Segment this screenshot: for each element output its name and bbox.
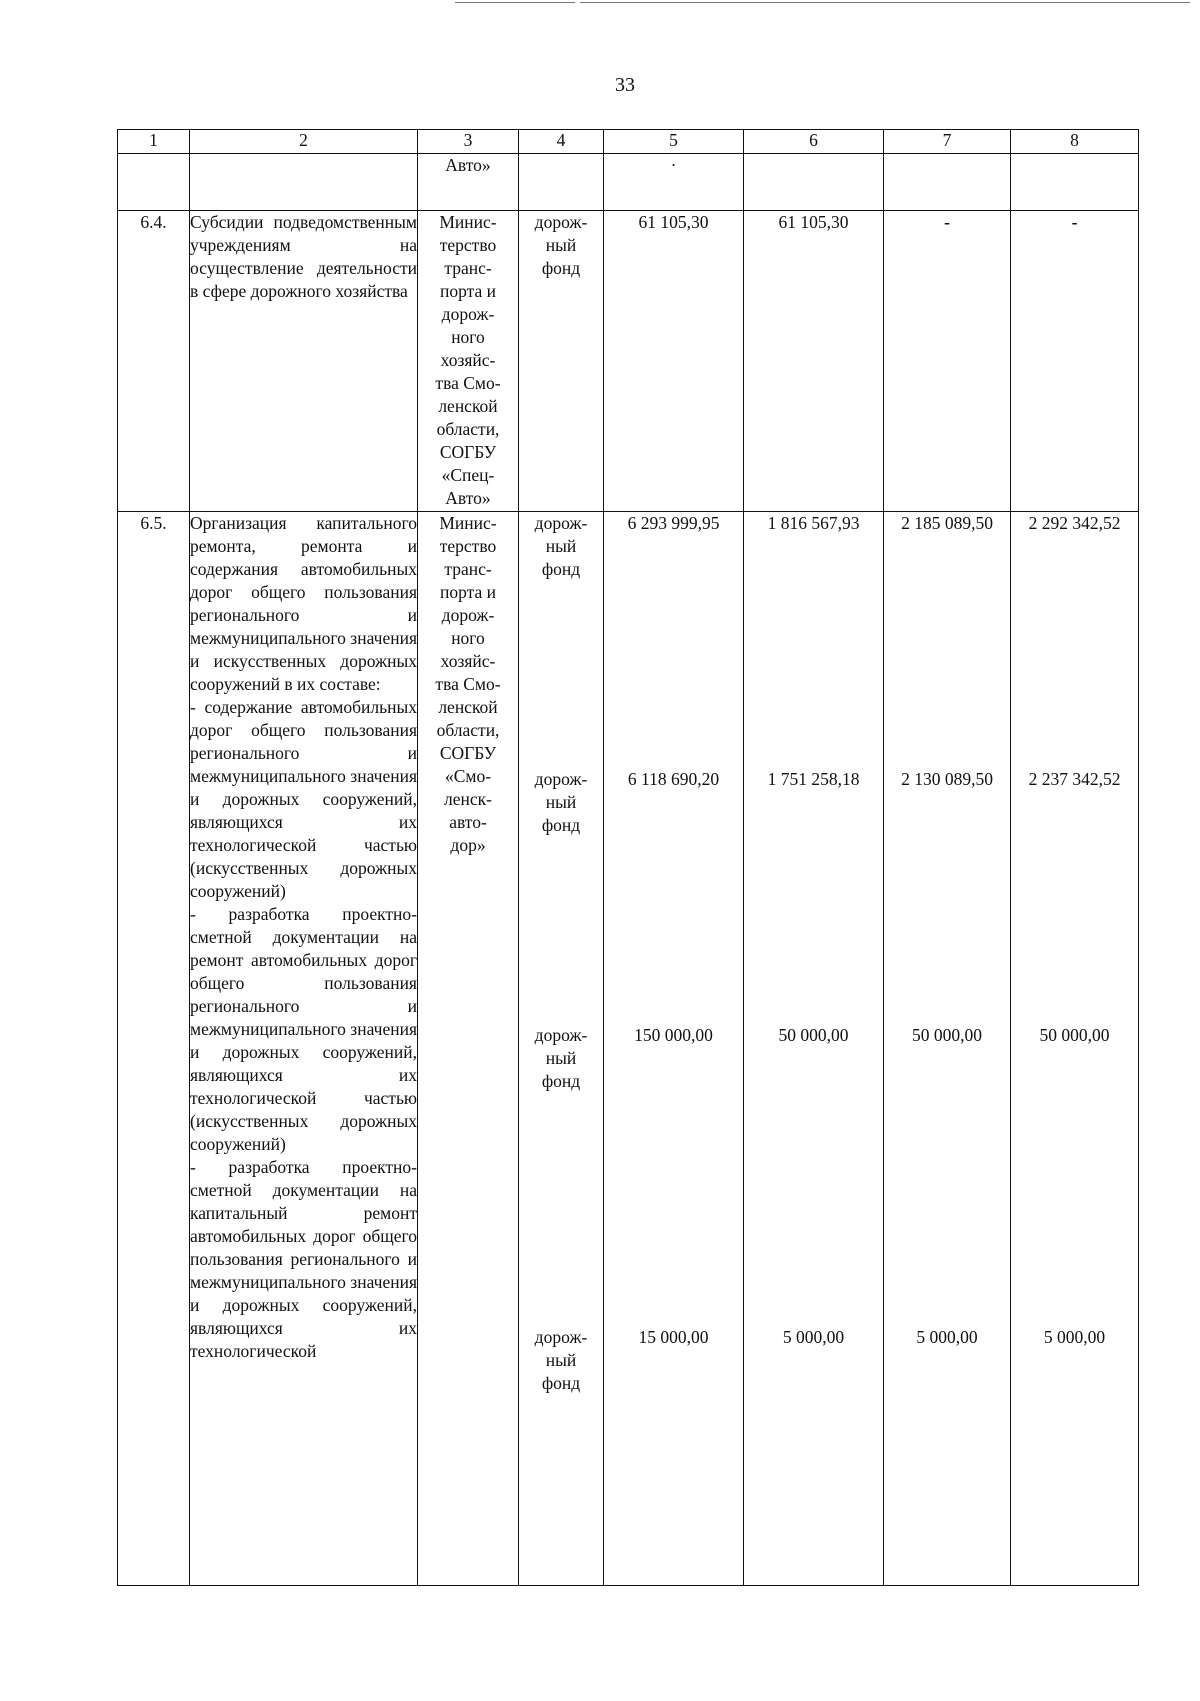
table-header-row <box>118 130 1139 154</box>
fund-line: ный <box>545 1350 577 1370</box>
amount-year-2: - <box>884 211 1011 512</box>
amount-total: 6 118 690,20 <box>627 769 720 789</box>
description-item: - разработка проектно-сметной документации на ремонт автомобильных дорог общего пользования регионального и межмуниципального значения и дорожных сооружений, являющихся их технологической частью (искусственных дорожных сооружений) <box>190 904 417 1154</box>
executor-line: ного <box>451 327 485 347</box>
row-description <box>190 512 418 1586</box>
fund-line: фонд <box>541 258 581 278</box>
executor-cell <box>418 512 519 1586</box>
fund-line: ный <box>545 235 577 255</box>
executor-line: транс- <box>444 258 492 278</box>
top-scan-rule <box>455 2 575 3</box>
fund-line: фонд <box>541 815 581 835</box>
executor-line: области, <box>436 419 500 439</box>
executor-line: ного <box>451 628 485 648</box>
fund-line: ный <box>545 1048 577 1068</box>
executor-line: СОГБУ <box>439 743 497 763</box>
executor-line: дорож- <box>441 304 495 324</box>
amount-year-1: 5 000,00 <box>782 1327 845 1347</box>
executor-line: тва Смо- <box>435 373 501 393</box>
table-row-continuation <box>118 154 1139 211</box>
executor-cell <box>418 211 519 512</box>
executor-line: дор» <box>450 835 486 855</box>
amount-year-3: - <box>1011 211 1139 512</box>
amount-total: 6 293 999,95 <box>627 513 720 533</box>
fund-block <box>519 1024 603 1326</box>
fund-line: фонд <box>541 559 581 579</box>
executor-line: Авто» <box>445 488 491 508</box>
amount-year-3: 5 000,00 <box>1043 1327 1106 1347</box>
fund-line: ный <box>545 536 577 556</box>
table-row-6-4 <box>118 211 1139 512</box>
header-cell: 8 <box>1011 130 1139 154</box>
row-number: 6.4. <box>118 211 190 512</box>
amount-year-2: 5 000,00 <box>916 1327 978 1347</box>
executor-line: авто- <box>449 812 487 832</box>
amount-year-3: 2 292 342,52 <box>1028 513 1121 533</box>
header-cell: 4 <box>519 130 604 154</box>
amount-year-3-column <box>1011 512 1139 1586</box>
executor-line: СОГБУ <box>439 442 497 462</box>
executor-line: транс- <box>444 559 492 579</box>
amount-total: 150 000,00 <box>634 1025 713 1045</box>
funding-source-cell <box>519 512 604 1586</box>
amount-year-1: 1 751 258,18 <box>767 769 860 789</box>
header-cell: 6 <box>744 130 884 154</box>
row-description: Субсидии подведомственным учреждениям на осуществление деятельности в сфере дорожного хозяйства <box>190 211 418 512</box>
amount-year-1-column <box>744 512 884 1586</box>
scan-mark: · <box>604 154 744 211</box>
executor-line: «Смо- <box>444 766 492 786</box>
header-cell: 5 <box>604 130 744 154</box>
executor-line: области, <box>436 720 500 740</box>
fund-block <box>519 1326 603 1395</box>
description-item: Организация капитального ремонта, ремонта и содержания автомобильных дорог общего пользования регионального и межмуниципального значения и искусственных дорожных сооружений в их составе: <box>190 513 417 694</box>
amount-year-1: 50 000,00 <box>778 1025 849 1045</box>
fund-line: дорож- <box>534 1327 588 1347</box>
top-scan-rule <box>580 2 1190 3</box>
fund-block <box>519 512 603 768</box>
executor-line: терство <box>439 235 497 255</box>
row-number: 6.5. <box>118 512 190 1586</box>
executor-line: «Спец- <box>441 465 495 485</box>
executor-line: хозяйс- <box>440 651 496 671</box>
executor-line: ленской <box>438 697 498 717</box>
header-cell: 3 <box>418 130 519 154</box>
header-cell: 7 <box>884 130 1011 154</box>
executor-line: терство <box>439 536 497 556</box>
executor-line: порта и <box>439 281 496 301</box>
executor-line: хозяйс- <box>440 350 496 370</box>
executor-line: ленск- <box>444 789 492 809</box>
page-number: 33 <box>615 74 635 96</box>
amount-year-3: 2 237 342,52 <box>1028 769 1121 789</box>
description-item: - разработка проектно-сметной документации на капитальный ремонт автомобильных дорог общего пользования регионального и межмуниципального значения и дорожных сооружений, являющихся их технологической <box>190 1157 417 1361</box>
executor-line: тва Смо- <box>435 674 501 694</box>
amount-total-column <box>604 512 744 1586</box>
fund-line: фонд <box>541 1373 581 1393</box>
amount-year-1: 1 816 567,93 <box>767 513 860 533</box>
amount-year-2: 2 130 089,50 <box>901 769 993 789</box>
amount-total: 61 105,30 <box>604 211 744 512</box>
fund-line: фонд <box>541 1071 581 1091</box>
amount-year-1: 61 105,30 <box>744 211 884 512</box>
executor-line: ленской <box>438 396 498 416</box>
amount-total: 15 000,00 <box>638 1327 709 1347</box>
fund-line: дорож- <box>534 212 588 232</box>
funding-source-cell <box>519 211 604 512</box>
executor-line: дорож- <box>441 605 495 625</box>
amount-year-2: 50 000,00 <box>912 1025 982 1045</box>
executor-line: Минис- <box>439 212 497 232</box>
header-cell: 2 <box>190 130 418 154</box>
fund-line: дорож- <box>534 769 588 789</box>
header-cell: 1 <box>118 130 190 154</box>
fund-line: дорож- <box>534 1025 588 1045</box>
fund-line: ный <box>545 792 577 812</box>
budget-table <box>117 129 1139 1586</box>
fund-block <box>519 768 603 1024</box>
description-item: - содержание автомобильных дорог общего пользования регионального и межмуниципального значения и дорожных сооружений, являющихся их технологической частью (искусственных дорожных сооружений) <box>190 697 417 901</box>
amount-year-2: 2 185 089,50 <box>901 513 993 533</box>
amount-year-2-column <box>884 512 1011 1586</box>
table-row-6-5 <box>118 512 1139 1586</box>
amount-year-3: 50 000,00 <box>1039 1025 1110 1045</box>
fund-line: дорож- <box>534 513 588 533</box>
executor-cell: Авто» <box>418 154 519 211</box>
executor-line: Минис- <box>439 513 497 533</box>
executor-line: порта и <box>439 582 496 602</box>
